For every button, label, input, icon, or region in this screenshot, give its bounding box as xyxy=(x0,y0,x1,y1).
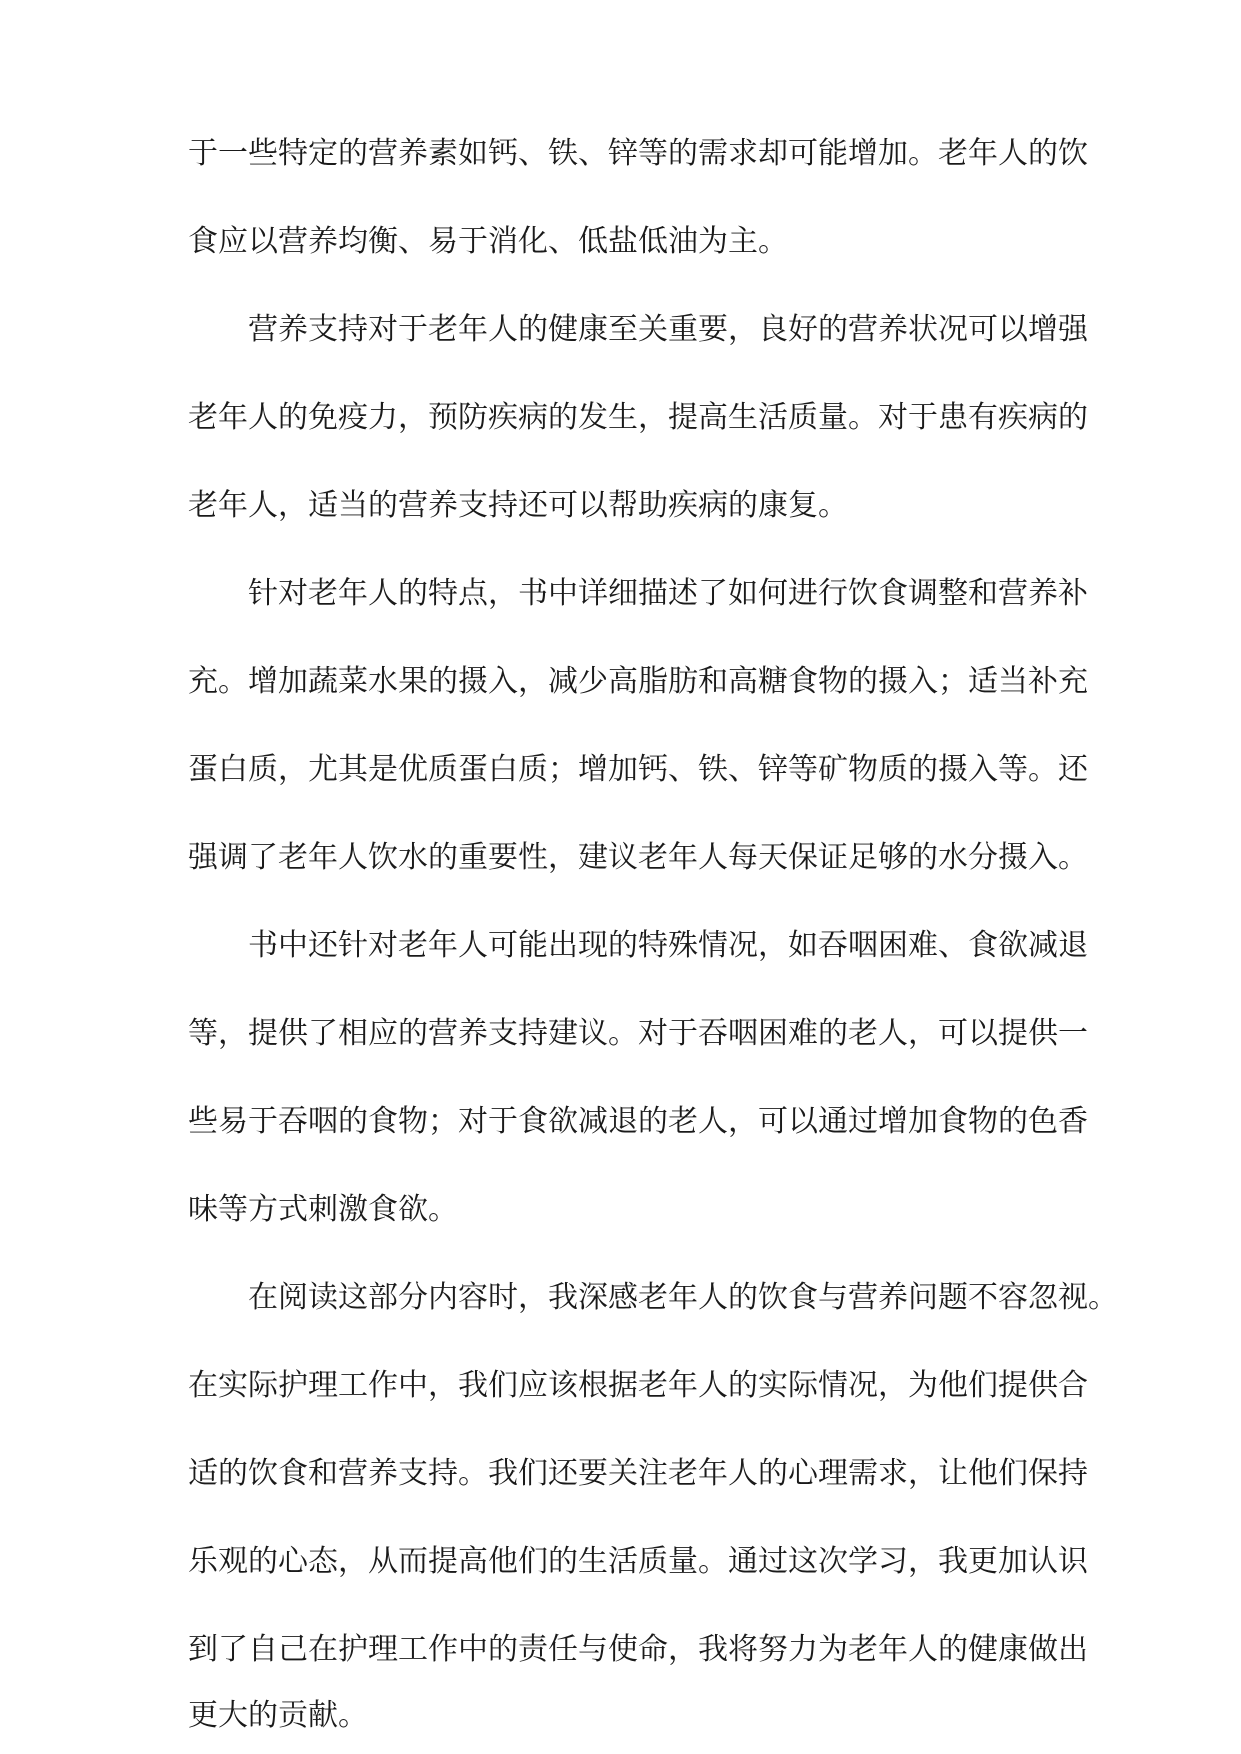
text-line: 味等方式刺激食欲。 xyxy=(188,1192,458,1227)
text-line: 老年人，适当的营养支持还可以帮助疾病的康复。 xyxy=(188,488,848,523)
text-line: 书中还针对老年人可能出现的特殊情况，如吞咽困难、食欲减退 xyxy=(248,928,1088,963)
text-line: 等，提供了相应的营养支持建议。对于吞咽困难的老人，可以提供一 xyxy=(188,1016,1088,1051)
text-line: 食应以营养均衡、易于消化、低盐低油为主。 xyxy=(188,224,788,259)
text-line: 营养支持对于老年人的健康至关重要，良好的营养状况可以增强 xyxy=(248,312,1088,347)
text-line: 于一些特定的营养素如钙、铁、锌等的需求却可能增加。老年人的饮 xyxy=(188,136,1088,171)
text-line: 到了自己在护理工作中的责任与使命，我将努力为老年人的健康做出 xyxy=(188,1632,1088,1667)
text-line: 在实际护理工作中，我们应该根据老年人的实际情况，为他们提供合 xyxy=(188,1368,1088,1403)
text-line: 强调了老年人饮水的重要性，建议老年人每天保证足够的水分摄入。 xyxy=(188,840,1088,875)
text-line: 乐观的心态，从而提高他们的生活质量。通过这次学习，我更加认识 xyxy=(188,1544,1088,1579)
text-line: 些易于吞咽的食物；对于食欲减退的老人，可以通过增加食物的色香 xyxy=(188,1104,1088,1139)
text-line: 老年人的免疫力，预防疾病的发生，提高生活质量。对于患有疾病的 xyxy=(188,400,1088,435)
text-line: 更大的贡献。 xyxy=(188,1698,368,1733)
text-line: 蛋白质，尤其是优质蛋白质；增加钙、铁、锌等矿物质的摄入等。还 xyxy=(188,752,1088,787)
text-line: 在阅读这部分内容时，我深感老年人的饮食与营养问题不容忽视。 xyxy=(248,1280,1118,1315)
text-line: 针对老年人的特点，书中详细描述了如何进行饮食调整和营养补 xyxy=(248,576,1088,611)
text-line: 充。增加蔬菜水果的摄入，减少高脂肪和高糖食物的摄入；适当补充 xyxy=(188,664,1088,699)
text-line: 适的饮食和营养支持。我们还要关注老年人的心理需求，让他们保持 xyxy=(188,1456,1088,1491)
